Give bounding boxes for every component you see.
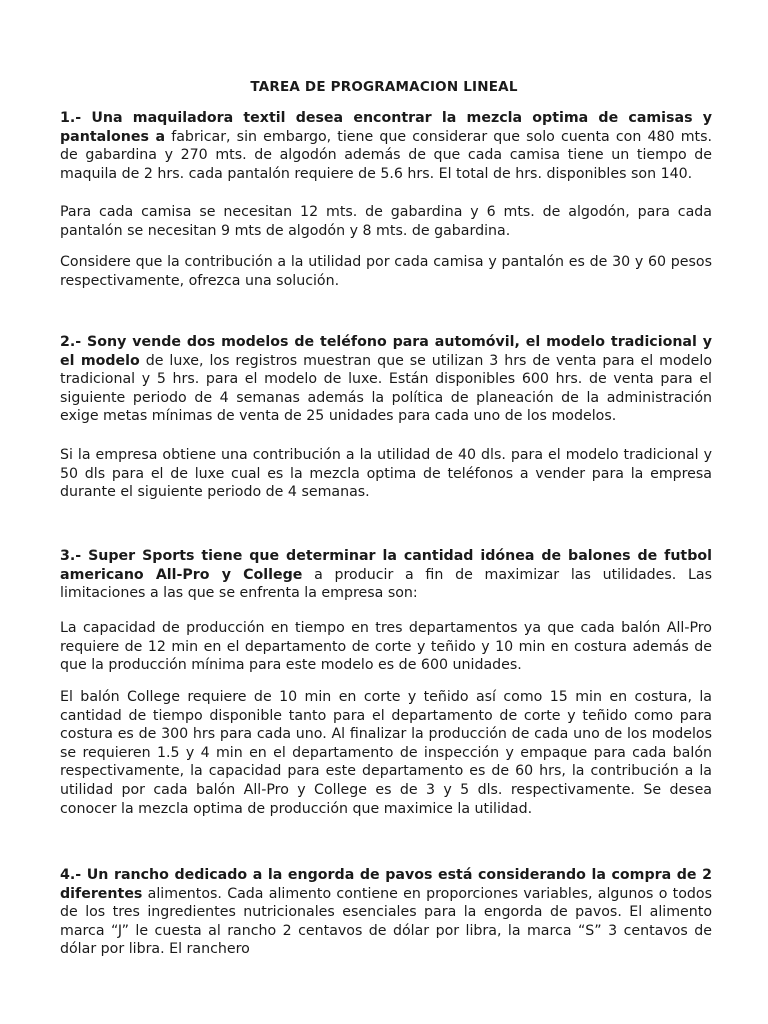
problem-1-text: fabricar, sin embargo, tiene que considerar que solo cuenta con 480 mts. de gabardina y 270 mts. de algodón además de que cada camisa tiene un tiempo de maquila de 2 hrs. cada pantalón requiere de 5.6 hrs. El total de hrs. disponibles son 140. [60,128,712,182]
problem-2-text: de luxe, los registros muestran que se utilizan 3 hrs de venta para el modelo tradicional y 5 hrs. para el modelo de luxe. Están disponibles 600 hrs. de venta para el siguiente periodo de 4 semanas además la política de planeación de la administración exige metas mínimas de venta de 25 unidades para cada uno de los modelos. [60,352,713,425]
problem-1-paragraph [60,109,712,183]
problem-4-heading: 4.- Un rancho dedicado a la engorda de pavos está considerando la compra de 2 diferentes [60,867,712,902]
problem-4-paragraph [60,866,712,959]
problem-2-paragraph-2: Si la empresa obtiene una contribución a la utilidad de 40 dls. para el modelo tradicional y 50 dls para el de luxe cual es la mezcla optima de teléfonos a vender para la empresa durante el siguiente periodo de 4 semanas. [60,447,712,501]
problem-3-paragraph-2: La capacidad de producción en tiempo en tres departamentos ya que cada balón All-Pro requiere de 12 min en el departamento de corte y teñido y 10 min en costura además de que la producción mínima para este modelo es de 600 unidades. [60,620,712,674]
problem-1-heading: 1.- Una maquiladora textil desea encontrar la mezcla optima de camisas y pantalones a [60,110,712,145]
problem-3-paragraph [60,547,712,603]
problem-1-paragraph-3: Considere que la contribución a la utilidad por cada camisa y pantalón es de 30 y 60 pesos respectivamente, ofrezca una solución. [60,254,712,289]
problem-3-text: a producir a fin de maximizar las utilidades. Las limitaciones a las que se enfrenta la empresa son: [60,566,712,602]
problem-2-heading: 2.- Sony vende dos modelos de teléfono para automóvil, el modelo tradicional y el modelo [60,334,712,369]
problem-4-text: alimentos. Cada alimento contiene en proporciones variables, algunos o todos de los tres ingredientes nutricionales esenciales para la engorda de pavos. El alimento marca “J” le cuesta al rancho 2 centavos de dólar por libra, la marca “S” 3 centavos de dólar por libra. El ranchero [60,885,712,958]
document-title: TAREA DE PROGRAMACION LINEAL [250,79,518,95]
problem-1-paragraph-2: Para cada camisa se necesitan 12 mts. de gabardina y 6 mts. de algodón, para cada pantalón se necesitan 9 mts de algodón y 8 mts. de gabardina. [60,204,712,239]
problem-3-paragraph-3: El balón College requiere de 10 min en corte y teñido así como 15 min en costura, la cantidad de tiempo disponible tanto para el departamento de corte y teñido como para costura es de 300 hrs para cada uno. Al finalizar la producción de cada uno de los modelos se requieren 1.5 y 4 min en el departamento de inspección y empaque para cada balón respectivamente, la capacidad para este departamento es de 60 hrs, la contribución a la utilidad por cada balón All-Pro y College es de 3 y 5 dls. respectivamente. Se desea conocer la mezcla optima de producción que maximice la utilidad. [60,689,712,817]
problem-2-paragraph [60,333,712,426]
problem-3-heading: 3.- Super Sports tiene que determinar la cantidad idónea de balones de futbol americano All-Pro y College [60,548,712,583]
